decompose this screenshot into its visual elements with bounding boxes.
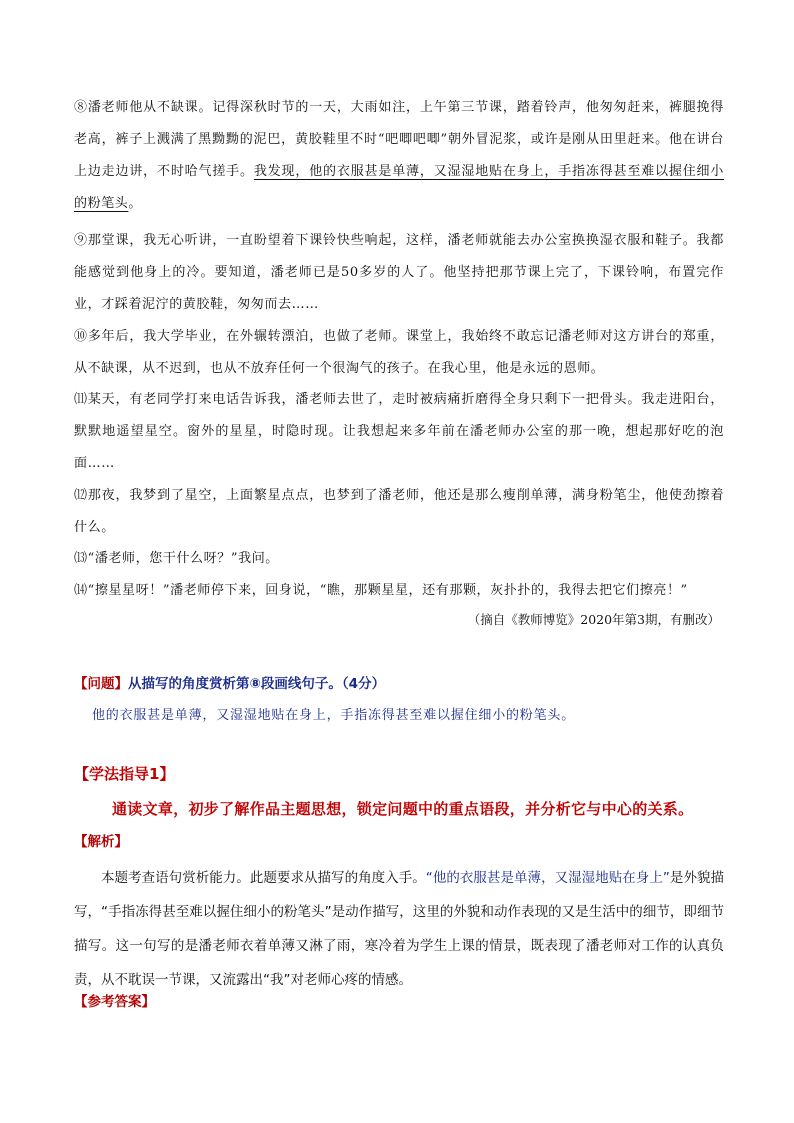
paragraph-10: ⑩多年后，我大学毕业，在外辗转漂泊，也做了老师。课堂上，我始终不敢忘记潘老师对这方讲台的郑重，从不缺课，从不迟到，也从不放弃任何一个很淘气的孩子。在我心里，他是永远的恩师。 <box>74 329 724 376</box>
analysis-body <box>74 861 724 997</box>
analysis-quote: “他的衣服甚是单薄，又湿湿地贴在身上” <box>425 870 670 886</box>
answer-title <box>74 990 155 1010</box>
paragraph-14: ⒁“擦星星呀！”潘老师停下来，回身说，“瞧，那颗星星，还有那颗，灰扑扑的，我得去把它们擦亮！” <box>74 583 688 598</box>
guide-title: 【学法指导1】 <box>74 765 175 783</box>
analysis-title <box>74 830 128 850</box>
question-heading <box>74 672 385 692</box>
analysis-part1: 本题考查语句赏析能力。此题要求从描写的角度入手。 <box>101 870 426 886</box>
paragraph-11: ⑾某天，有老同学打来电话告诉我，潘老师去世了，走时被病痛折磨得全身只剩下一把骨头。我走进阳台，默默地遥望星空。窗外的星星，时隐时现。让我想起来多年前在潘老师办公室的那一晚，想起那好吃的泡面…… <box>74 392 724 471</box>
paragraph-12: ⑿那夜，我梦到了星空，上面繁星点点，也梦到了潘老师，他还是那么瘦削单薄，满身粉笔尘，他使劲擦着什么。 <box>74 488 724 535</box>
paragraph-9: ⑨那堂课，我无心听讲，一直盼望着下课铃快些响起，这样，潘老师就能去办公室换换湿衣服和鞋子。我都能感觉到他身上的冷。要知道，潘老师已是50多岁的人了。他坚持把那节课上完了，下课铃响，布置完作业，才踩着泥泞的黄胶鞋，匆匆而去…… <box>74 233 724 312</box>
paragraph-8-end: 。 <box>128 196 143 211</box>
source-citation: （摘自《教师博览》2020年第3期，有删改） <box>467 612 720 627</box>
analysis-part2: 是外貌描写，“手指冻得甚至难以握住细小的粉笔头”是动作描写，这里的外貌和动作表现的又是生活中的细节，即细节描写。这一句写的是潘老师衣着单薄又淋了雨，寒冷着为学生上课的情景，既表现了潘老师对工作的认真负责，从不耽误一节课，又流露出“我”对老师心疼的情感。 <box>74 870 725 988</box>
answer-title-text: 【参考答案】 <box>74 994 155 1010</box>
analysis-title-text: 【解析】 <box>74 834 128 850</box>
question-label: 【问题】 <box>74 676 128 692</box>
paragraph-8-text: ⑧潘老师他从不缺课。记得深秋时节的一天，大雨如注，上午第三节课，踏着铃声，他匆匆赶来，裤腿挽得老高，裤子上溅满了黑黝黝的泥巴，黄胶鞋里不时“吧唧吧唧”朝外冒泥浆，或许是刚从田里赶来。他在讲台上边走边讲，不时哈气搓手。 <box>74 100 724 179</box>
underlined-sentence: 我发现，他的衣服甚是单薄，又湿湿地贴在身上，手指冻得甚至难以握住细小的粉笔头 <box>74 164 724 211</box>
question-quoted-sentence: 他的衣服甚是单薄，又湿湿地贴在身上，手指冻得甚至难以握住细小的粉笔头。 <box>92 708 576 723</box>
question-text: 从描写的角度赏析第⑧段画线句子。（4分） <box>128 676 386 692</box>
guide-body: 通读文章，初步了解作品主题思想，锁定问题中的重点语段，并分析它与中心的关系。 <box>112 800 694 818</box>
paragraph-13: ⒀“潘老师，您干什么呀？”我问。 <box>74 551 279 566</box>
paragraph-8 <box>74 92 724 220</box>
